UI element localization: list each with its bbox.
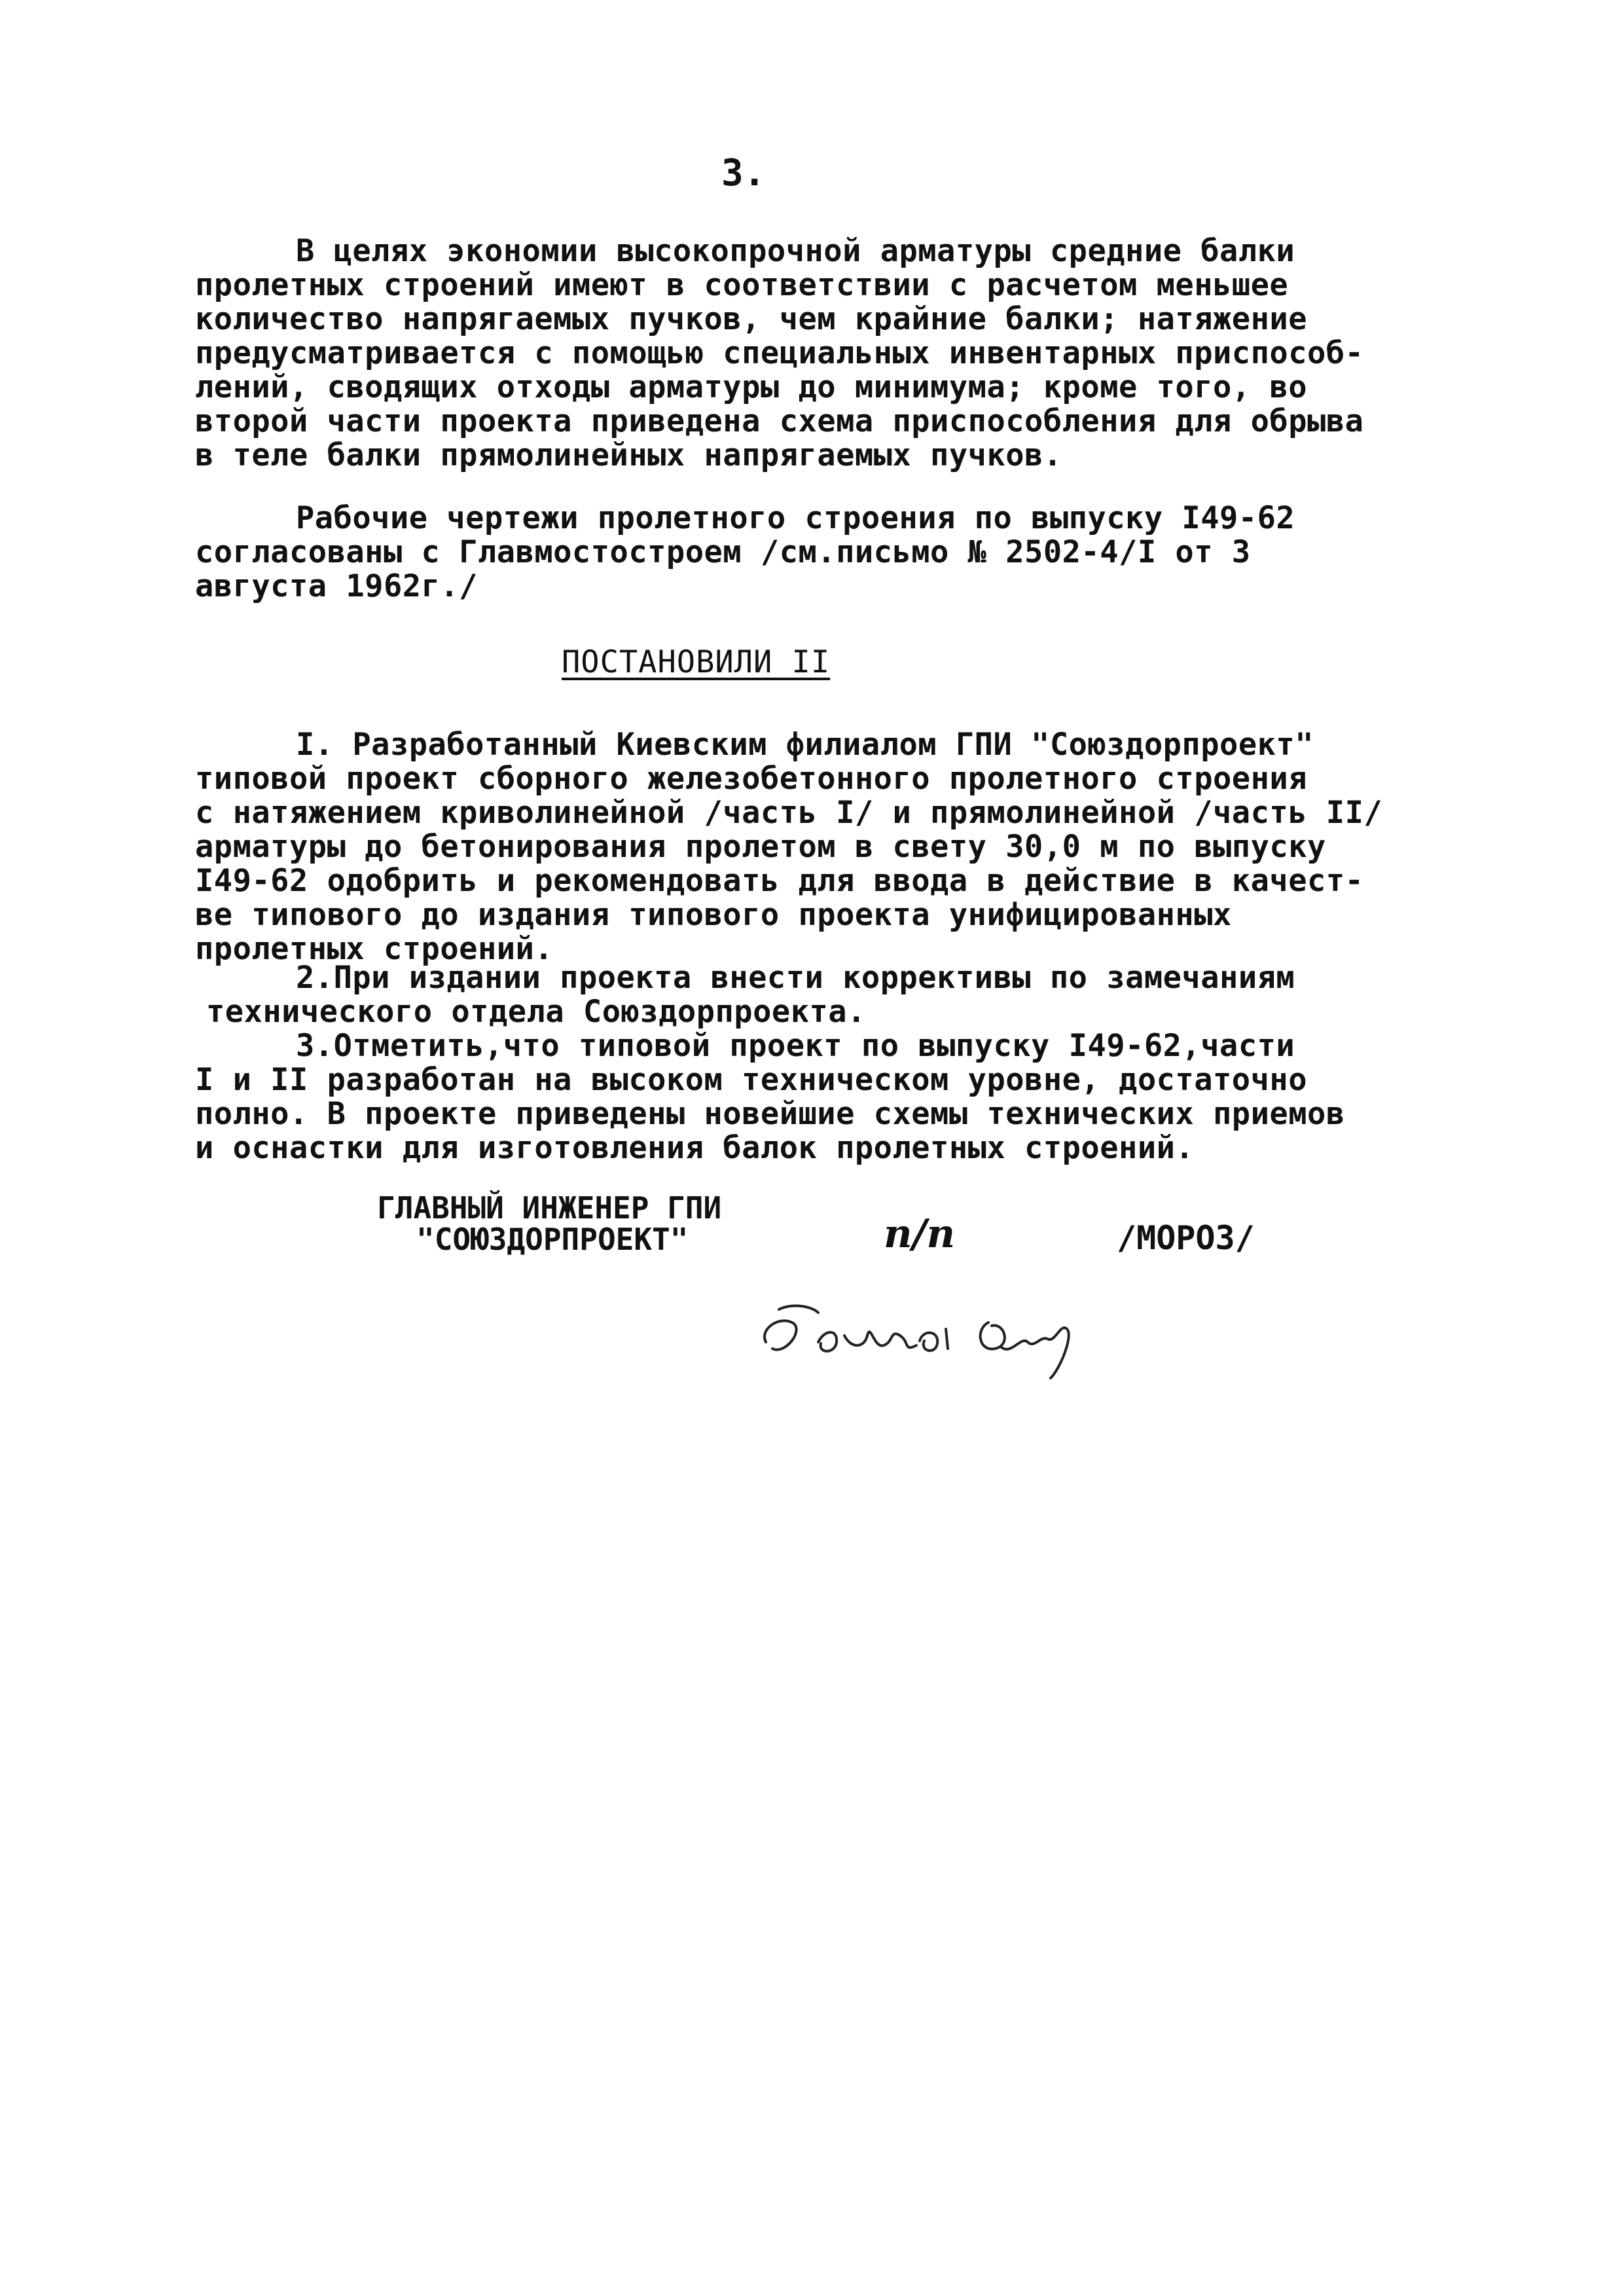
- signatory-organization: "СОЮЗДОРПРОЕКТ": [416, 1222, 689, 1257]
- signatory-title: ГЛАВНЫЙ ИНЖЕНЕР ГПИ: [377, 1190, 722, 1226]
- text-line: предусматривается с помощью специальных инвентарных приспособ-: [195, 335, 1364, 371]
- text-line: согласованы с Главмостостроем /см.письмо № 2502-4/I от 3: [195, 534, 1251, 570]
- text-line: с натяжением криволинейной /часть I/ и прямолинейной /часть II/: [195, 795, 1383, 831]
- signatory-name: /МОРОЗ/: [1117, 1219, 1255, 1257]
- text-line: количество напрягаемых пучков, чем крайние балки; натяжение: [195, 301, 1307, 337]
- text-line: арматуры до бетонирования пролетом в свету 30,0 м по выпуску: [195, 829, 1326, 865]
- text-line: В целях экономии высокопрочной арматуры средние балки: [296, 233, 1295, 269]
- text-line: пролетных строений имеют в соответствии с расчетом меньшее: [195, 267, 1289, 303]
- text-line: типовой проект сборного железобетонного пролетного строения: [195, 761, 1307, 797]
- text-line: второй части проекта приведена схема приспособления для обрыва: [195, 403, 1364, 439]
- text-line: I49-62 одобрить и рекомендовать для ввода в действие в качест-: [195, 863, 1364, 899]
- section-heading: ПОСТАНОВИЛИ II: [562, 644, 831, 680]
- text-line: I. Разработанный Киевским филиалом ГПИ "Союздорпроект": [296, 727, 1314, 763]
- text-line: 2.При издании проекта внести коррективы по замечаниям: [296, 960, 1295, 996]
- text-line: полно. В проекте приведены новейшие схемы технических приемов: [195, 1096, 1345, 1132]
- text-line: 3.Отметить,что типовой проект по выпуску I49-62,части: [296, 1028, 1295, 1064]
- handwritten-signature: [753, 1283, 1119, 1388]
- text-line: пролетных строений.: [195, 931, 554, 967]
- text-line: августа 1962г./: [195, 568, 478, 604]
- text-line: лений, сводящих отходы арматуры до минимума; кроме того, во: [195, 369, 1307, 405]
- text-line: Рабочие чертежи пролетного строения по выпуску I49-62: [296, 500, 1295, 536]
- text-line: в теле балки прямолинейных напрягаемых пучков.: [195, 437, 1062, 473]
- text-line: ве типового до издания типового проекта унифицированных: [195, 897, 1232, 933]
- signature-mark: п/п: [884, 1211, 956, 1257]
- page-number: 3.: [721, 152, 766, 194]
- text-line: и оснастки для изготовления балок пролетных строений.: [195, 1130, 1195, 1166]
- text-line: технического отдела Союздорпроекта.: [206, 994, 866, 1030]
- text-line: I и II разработан на высоком техническом уровне, достаточно: [195, 1062, 1307, 1098]
